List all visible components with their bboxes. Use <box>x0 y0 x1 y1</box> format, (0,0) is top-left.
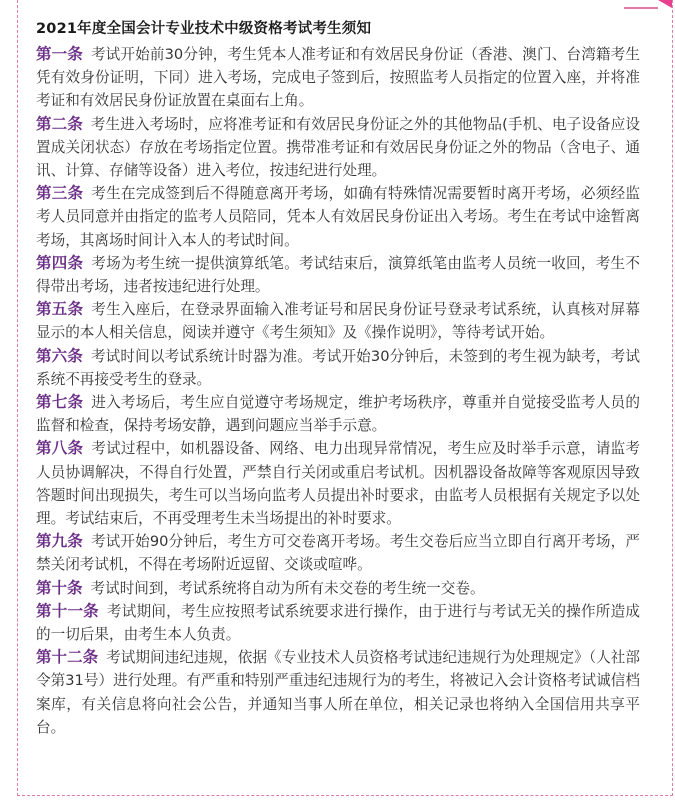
article-number: 第五条 <box>36 300 84 319</box>
article-number: 第六条 <box>36 346 83 365</box>
article-text: 考生在完成签到后不得随意离开考场，如确有特殊情况需要暂时离开考场，必须经监考人员同意并由指定的监考人员陪同，凭本人有效居民身份证出入考场。考生在考试中途暂离考场，其离场时间计入本人的考试时间。 <box>36 185 640 249</box>
corner-dash-line <box>624 7 658 9</box>
article-text: 考试过程中，如机器设备、网络、电力出现异常情况，考生应及时举手示意，请监考人员协调解决，不得自行处置，严禁自行关闭或重启考试机。因机器设备故障等客观原因导致答题时间出现损失，考生可以当场向监考人员提出补时要求，由监考人员根据有关规定予以处理。考试结束后，不再受理考生未当场提出的补时要求。 <box>36 440 640 528</box>
article-number: 第九条 <box>36 532 83 551</box>
article-3 <box>36 182 640 252</box>
article-text: 考试开始前30分钟，考生凭本人准考证和有效居民身份证（香港、澳门、台湾籍考生凭有效身份证明，下同）进入考场，完成电子签到后，按照监考人员指定的位置入座，并将准考证和有效居民身份证放置在桌面右上角。 <box>36 46 640 110</box>
corner-triangle-icon <box>658 0 672 8</box>
article-number: 第七条 <box>36 393 84 412</box>
article-1 <box>36 43 640 113</box>
article-12 <box>36 646 640 739</box>
article-7 <box>36 391 640 437</box>
article-text: 考试时间到，考试系统将自动为所有未交卷的考生统一交卷。 <box>90 579 485 597</box>
article-text: 考场为考生统一提供演算纸笔。考试结束后，演算纸笔由监考人员统一收回，考生不得带出考场，违者按违纪进行处理。 <box>36 254 640 296</box>
article-text: 考生入座后，在登录界面输入准考证号和居民身份证号登录考试系统，认真核对屏幕显示的本人相关信息，阅读并遵守《考生须知》及《操作说明》，等待考试开始。 <box>36 301 640 342</box>
article-10 <box>36 577 640 600</box>
article-11 <box>36 600 640 646</box>
article-8 <box>36 437 640 530</box>
article-number: 第二条 <box>36 114 83 133</box>
article-5 <box>36 298 640 344</box>
article-text: 进入考场后，考生应自觉遵守考场规定，维护考场秩序，尊重并自觉接受监考人员的监督和检查，保持考场安静，遇到问题应当举手示意。 <box>36 394 640 435</box>
article-9 <box>36 530 640 576</box>
notice-content <box>36 20 640 739</box>
document-title: 2021年度全国会计专业技术中级资格考试考生须知 <box>36 21 372 37</box>
article-text: 考试期间违纪违规，依据《专业技术人员资格考试违纪违规行为处理规定》（人社部令第31号）进行处理。有严重和特别严重违纪违规行为的考生，将被记入会计资格考试诚信档案库，有关信息将向社会公告，并通知当事人所在单位，相关记录也将纳入全国信用共享平台。 <box>36 649 640 736</box>
article-4 <box>36 252 640 298</box>
article-text: 考试开始90分钟后，考生方可交卷离开考场。考生交卷后应当立即自行离开考场，严禁关闭考试机，不得在考场附近逗留、交谈或喧哗。 <box>36 533 640 574</box>
article-text: 考试时间以考试系统计时器为准。考试开始30分钟后，未签到的考生视为缺考，考试系统不再接受考生的登录。 <box>36 347 640 388</box>
article-number: 第三条 <box>36 184 84 203</box>
corner-decoration <box>618 0 672 22</box>
article-text: 考试期间，考生应按照考试系统要求进行操作，由于进行与考试无关的操作所造成的一切后果，由考生本人负责。 <box>36 602 640 644</box>
article-number: 第十二条 <box>36 648 99 667</box>
article-2 <box>36 113 640 183</box>
article-number: 第一条 <box>36 45 83 63</box>
article-number: 第八条 <box>36 439 84 458</box>
article-number: 第十一条 <box>36 601 99 620</box>
article-number: 第十条 <box>36 578 83 597</box>
article-6 <box>36 345 640 391</box>
article-number: 第四条 <box>36 253 84 272</box>
article-text: 考生进入考场时，应将准考证和有效居民身份证之外的其他物品(手机、电子设备应设置成关闭状态）存放在考场指定位置。携带准考证和有效居民身份证之外的物品（含电子、通讯、计算、存储等设备）进入考位，按违纪进行处理。 <box>36 115 640 180</box>
